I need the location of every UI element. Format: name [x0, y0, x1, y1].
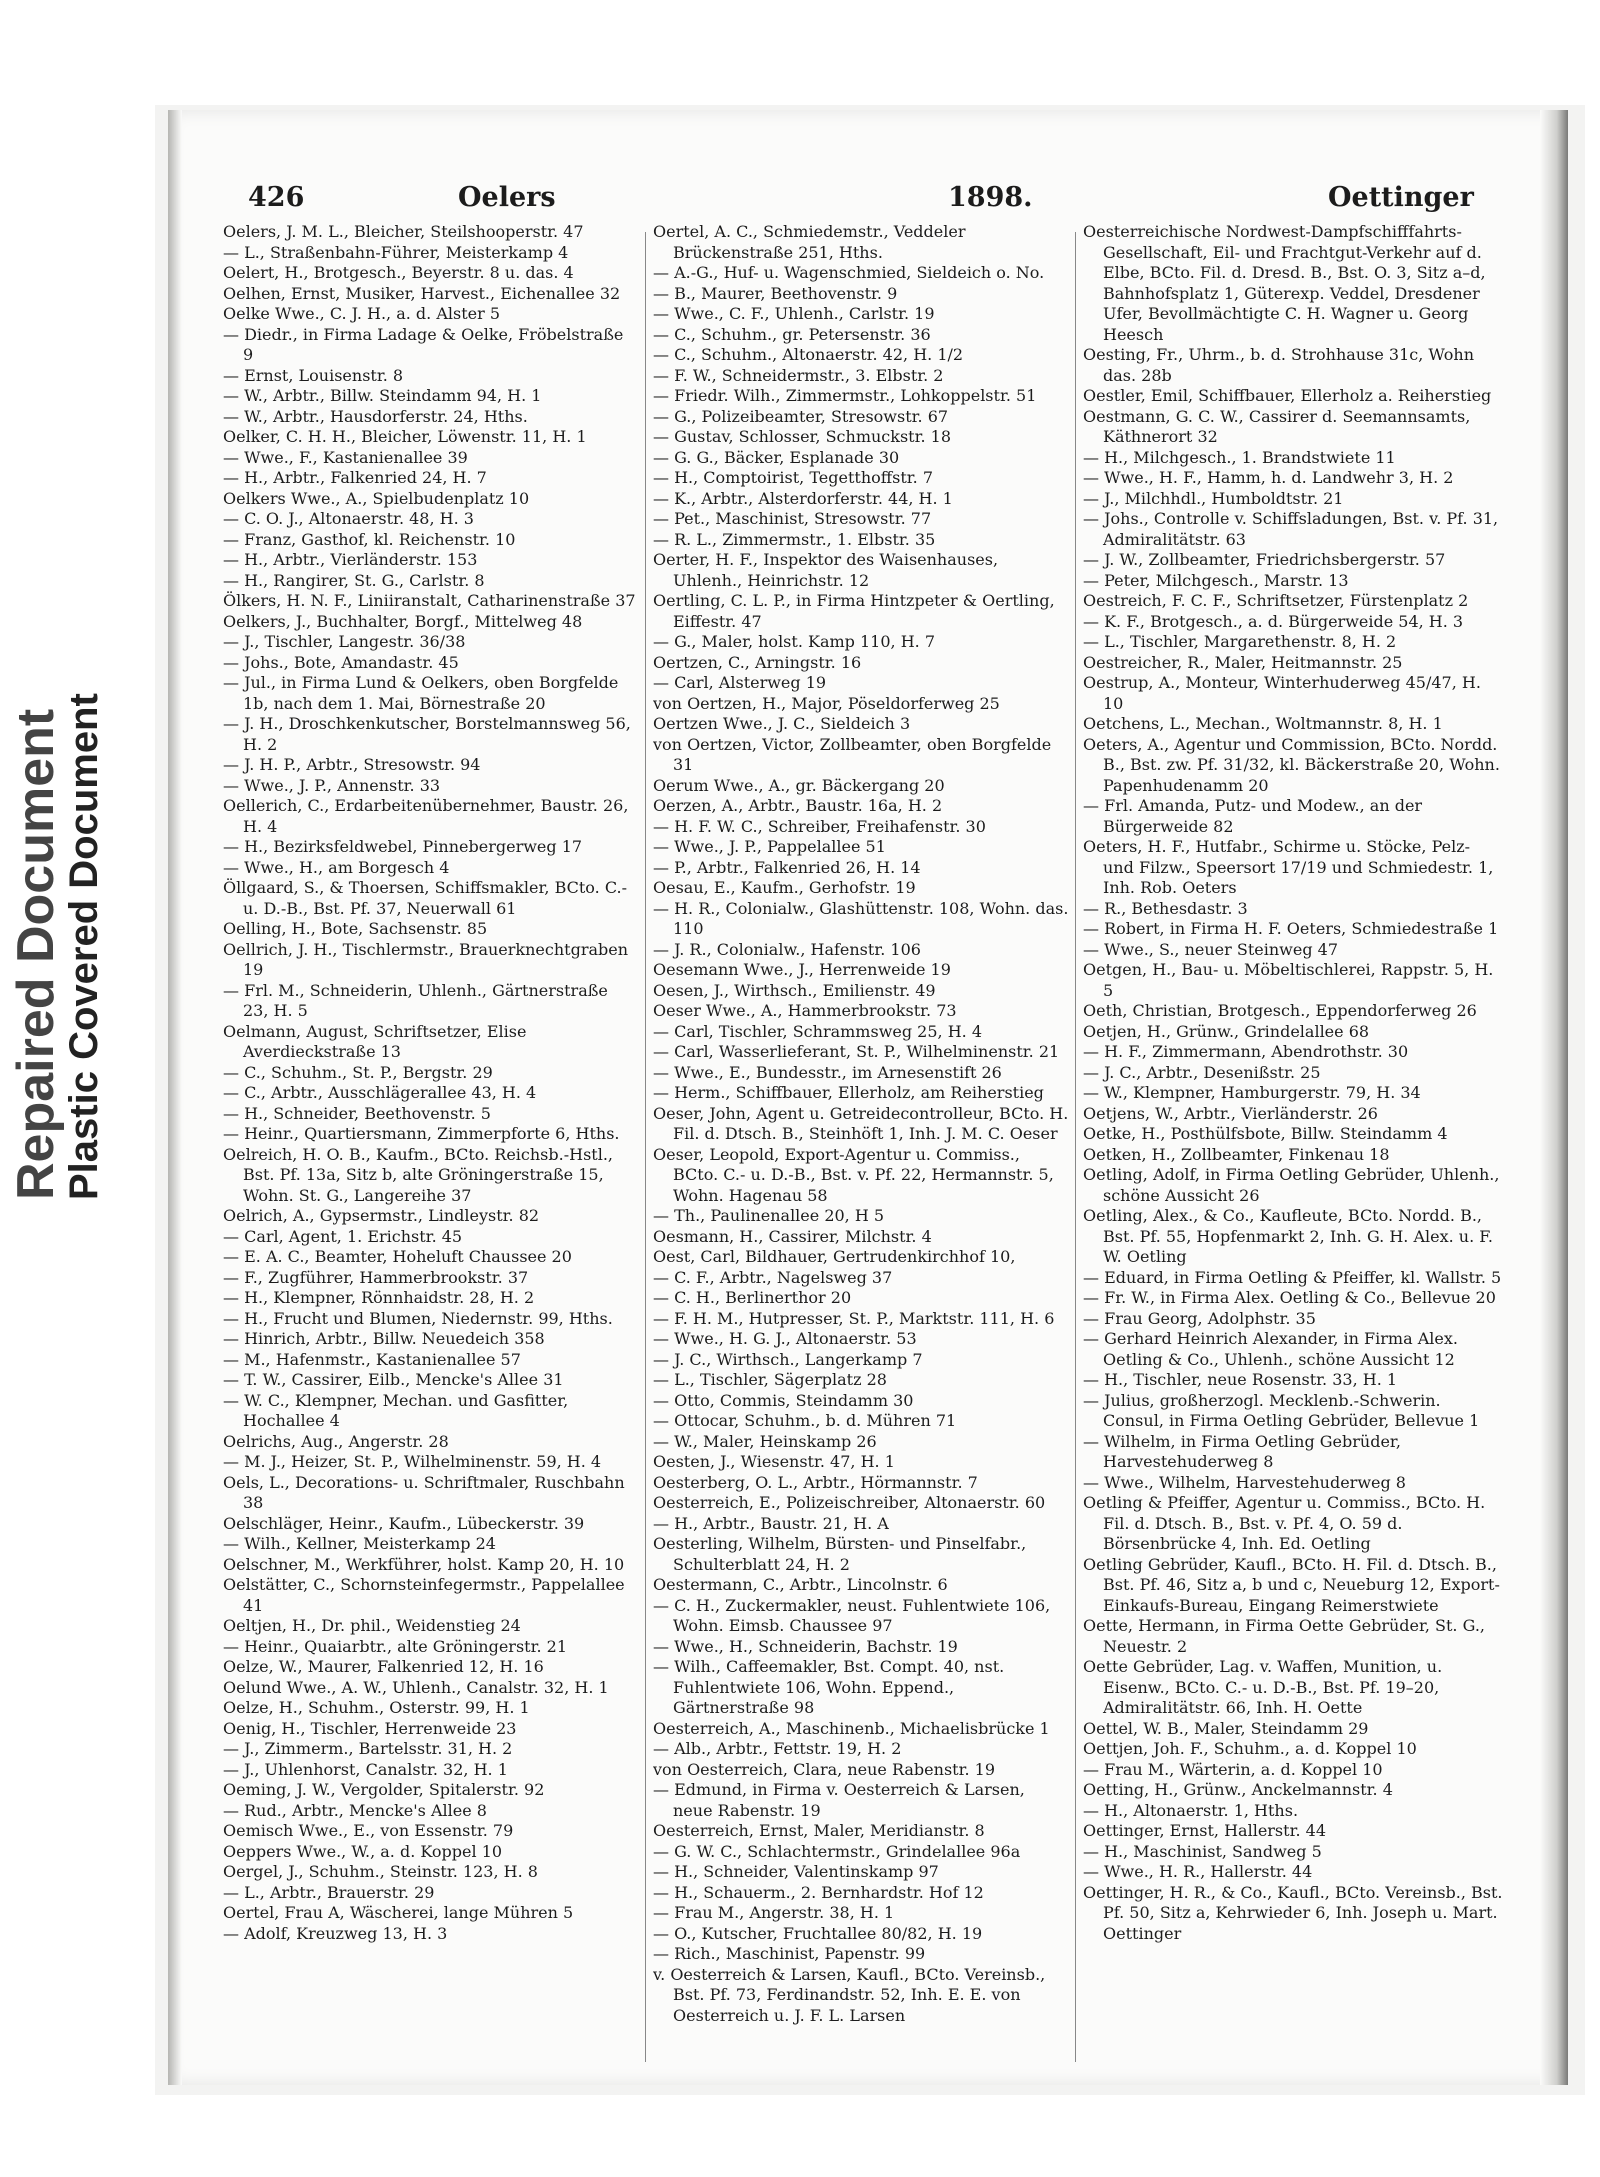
directory-entry: Oeser, John, Agent u. Getreidecontrolleur, BCto. H. Fil. d. Dtsch. B., Steinhöft 1, Inh. J. M. C. Oeser — [653, 1103, 1069, 1143]
directory-entry: Oettjen, Joh. F., Schuhm., a. d. Koppel 10 — [1083, 1739, 1417, 1758]
directory-entry: Oertel, A. C., Schmiedemstr., Veddeler Brückenstraße 251, Hths. — [653, 222, 966, 262]
directory-entry: — Edmund, in Firma v. Oesterreich & Larsen, neue Rabenstr. 19 — [653, 1780, 1025, 1820]
directory-entry: Oelund Wwe., A. W., Uhlenh., Canalstr. 32, H. 1 — [223, 1677, 609, 1697]
directory-entry: — R. L., Zimmermstr., 1. Elbstr. 35 — [653, 529, 936, 549]
directory-entry: — Wwe., J. P., Annenstr. 33 — [223, 775, 441, 795]
directory-entry: — C., Schuhm., Altonaerstr. 42, H. 1/2 — [653, 345, 964, 364]
page-gutter-shadow — [168, 110, 182, 2085]
directory-entry: Oesterberg, O. L., Arbtr., Hörmannstr. 7 — [653, 1472, 978, 1492]
directory-entry: Oelze, W., Maurer, Falkenried 12, H. 16 — [223, 1657, 544, 1676]
directory-entry: Oelert, H., Brotgesch., Beyerstr. 8 u. das. 4 — [223, 263, 574, 282]
directory-entry: — Adolf, Kreuzweg 13, H. 3 — [223, 1923, 448, 1943]
directory-entry: Oetling, Alex., & Co., Kaufleute, BCto. Nordd. B., Bst. Pf. 55, Hopfenmarkt 2, Inh. G. H. Alex. u. F. W. Oetling — [1083, 1206, 1493, 1266]
directory-entry: Oesterreich, E., Polizeischreiber, Altonaerstr. 60 — [653, 1493, 1046, 1512]
directory-entry: Oerter, H. F., Inspektor des Waisenhauses, Uhlenh., Heinrichstr. 12 — [653, 550, 999, 590]
directory-entry: — G., Polizeibeamter, Stresowstr. 67 — [653, 406, 949, 426]
directory-entry: Oetchens, L., Mechan., Woltmannstr. 8, H. 1 — [1083, 714, 1443, 733]
directory-entry: — Eduard, in Firma Oetling & Pfeiffer, kl. Wallstr. 5 — [1083, 1267, 1502, 1287]
directory-entry: Oerum Wwe., A., gr. Bäckergang 20 — [653, 775, 945, 795]
directory-entry: — J. W., Zollbeamter, Friedrichsbergerstr. 57 — [1083, 550, 1446, 569]
directory-entry: Oelstätter, C., Schornsteinfegermstr., Pappelallee 41 — [223, 1575, 625, 1615]
directory-entry: — Frau M., Angerstr. 38, H. 1 — [653, 1903, 895, 1922]
directory-entry: Oemisch Wwe., E., von Essenstr. 79 — [223, 1821, 514, 1840]
directory-entry: — Friedr. Wilh., Zimmermstr., Lohkoppelstr. 51 — [653, 386, 1037, 405]
directory-entry: Oesau, E., Kaufm., Gerhofstr. 19 — [653, 878, 916, 897]
directory-entry: Oeters, H. F., Hutfabr., Schirme u. Stöcke, Pelz- und Filzw., Speersort 17/19 und Schmiedestr. 1, Inh. Rob. Oeters — [1083, 837, 1494, 897]
directory-entry: — Julius, großherzogl. Mecklenb.-Schwerin. Consul, in Firma Oetling Gebrüder, Bellevue 1 — [1083, 1390, 1480, 1430]
directory-entry: — K. F., Brotgesch., a. d. Bürgerweide 54, H. 3 — [1083, 611, 1464, 631]
directory-entry: — Carl, Alsterweg 19 — [653, 673, 827, 692]
directory-entry: Oestler, Emil, Schiffbauer, Ellerholz a. Reiherstieg — [1083, 386, 1492, 405]
directory-entry: Oenig, H., Tischler, Herrenweide 23 — [223, 1718, 517, 1738]
directory-entry: Oettel, W. B., Maler, Steindamm 29 — [1083, 1718, 1369, 1738]
directory-entry: Oertel, Frau A, Wäscherei, lange Mühren 5 — [223, 1903, 574, 1922]
directory-entry: — Wwe., Wilhelm, Harvestehuderweg 8 — [1083, 1472, 1406, 1492]
directory-entry: Ölkers, H. N. F., Liniiranstalt, Catharinenstraße 37 — [223, 591, 636, 610]
directory-entry: — R., Bethesdastr. 3 — [1083, 898, 1248, 918]
directory-entry: — Peter, Milchgesch., Marstr. 13 — [1083, 570, 1349, 590]
directory-entry: Oelreich, H. O. B., Kaufm., BCto. Reichsb.-Hstl., Bst. Pf. 13a, Sitz b, alte Gröningerstraße 15, Wohn. St. G., Langereihe 37 — [223, 1144, 613, 1205]
directory-entry: — H. R., Colonialw., Glashüttenstr. 108, Wohn. das. 110 — [653, 898, 1069, 938]
directory-entry: Oetting, H., Grünw., Anckelmannstr. 4 — [1083, 1780, 1393, 1799]
column-right — [1083, 222, 1503, 2067]
directory-entry: — H., Schauerm., 2. Bernhardstr. Hof 12 — [653, 1882, 984, 1902]
directory-entry: — H. F., Zimmermann, Abendrothstr. 30 — [1083, 1042, 1409, 1061]
directory-entry: Oerzen, A., Arbtr., Baustr. 16a, H. 2 — [653, 796, 943, 815]
directory-entry: Oelling, H., Bote, Sachsenstr. 85 — [223, 919, 488, 938]
directory-entry: — G. G., Bäcker, Esplanade 30 — [653, 447, 900, 467]
directory-entry: — H., Arbtr., Baustr. 21, H. A — [653, 1513, 889, 1533]
directory-entry: — H., Schneider, Valentinskamp 97 — [653, 1862, 939, 1881]
directory-entry: Oelhen, Ernst, Musiker, Harvest., Eichenallee 32 — [223, 283, 621, 303]
directory-entry: — F. W., Schneidermstr., 3. Elbstr. 2 — [653, 365, 944, 385]
directory-entry: — Frl. Amanda, Putz- und Modew., an der Bürgerweide 82 — [1083, 796, 1423, 836]
directory-entry: — Robert, in Firma H. F. Oeters, Schmiedestraße 1 — [1083, 919, 1499, 938]
left-guide-word: Oelers — [458, 182, 556, 213]
directory-entry: — Wwe., H. F., Hamm, h. d. Landwehr 3, H. 2 — [1083, 468, 1454, 487]
directory-entry: — L., Tischler, Margarethenstr. 8, H. 2 — [1083, 632, 1397, 651]
directory-entry: Oeth, Christian, Brotgesch., Eppendorferweg 26 — [1083, 1001, 1477, 1020]
directory-entry: — Heinr., Quaiarbtr., alte Gröningerstr. 21 — [223, 1636, 568, 1656]
directory-entry: Oertzen Wwe., J. C., Sieldeich 3 — [653, 714, 911, 733]
directory-entry: Oeser Wwe., A., Hammerbrookstr. 73 — [653, 1001, 957, 1020]
directory-entry: Oette Gebrüder, Lag. v. Waffen, Munition, u. Eisenw., BCto. C.- u. D.-B., Bst. Pf. 19–20, Admiralitätstr. 66, Inh. H. Oette — [1083, 1657, 1443, 1717]
page-number: 426 — [248, 182, 305, 213]
directory-entry: von Oertzen, H., Major, Pöseldorferweg 25 — [653, 693, 1000, 713]
directory-entry: — Wwe., C. F., Uhlenh., Carlstr. 19 — [653, 304, 935, 323]
directory-entry: — B., Maurer, Beethovenstr. 9 — [653, 283, 898, 303]
directory-entry: — H., Comptoirist, Tegetthoffstr. 7 — [653, 468, 933, 487]
directory-entry: v. Oesterreich & Larsen, Kaufl., BCto. Vereinsb., Bst. Pf. 73, Ferdinandstr. 52, Inh. E. E. von Oesterreich u. J. F. L. Larsen — [653, 1964, 1046, 2025]
directory-entry: — A.-G., Huf- u. Wagenschmied, Sieldeich o. No. — [653, 263, 1045, 282]
directory-entry: Oettinger, H. R., & Co., Kaufl., BCto. Vereinsb., Bst. Pf. 50, Sitz a, Kehrwieder 6, Inh. Joseph u. Mart. Oettinger — [1083, 1882, 1503, 1943]
directory-entry: — Ernst, Louisenstr. 8 — [223, 365, 404, 385]
directory-entry: — L., Tischler, Sägerplatz 28 — [653, 1370, 887, 1389]
directory-entry: Oesterling, Wilhelm, Bürsten- und Pinselfabr., Schulterblatt 24, H. 2 — [653, 1534, 1027, 1574]
directory-entry: Oetken, H., Zollbeamter, Finkenau 18 — [1083, 1144, 1390, 1164]
directory-entry: — W. C., Klempner, Mechan. und Gasfitter, Hochallee 4 — [223, 1390, 569, 1430]
directory-entry: — H., Tischler, neue Rosenstr. 33, H. 1 — [1083, 1370, 1398, 1389]
directory-entry: — Carl, Agent, 1. Erichstr. 45 — [223, 1226, 463, 1246]
directory-entry: — C. O. J., Altonaerstr. 48, H. 3 — [223, 509, 474, 528]
directory-entry: — H., Arbtr., Falkenried 24, H. 7 — [223, 468, 487, 487]
directory-entry: — J. R., Colonialw., Hafenstr. 106 — [653, 939, 921, 959]
directory-entry: Oellrich, J. H., Tischlermstr., Brauerknechtgraben 19 — [223, 939, 629, 979]
column-left — [223, 222, 638, 2067]
directory-entry: Oest, Carl, Bildhauer, Gertrudenkirchhof 10, — [653, 1247, 1016, 1266]
directory-entry: Oestreich, F. C. F., Schriftsetzer, Fürstenplatz 2 — [1083, 591, 1469, 610]
directory-entry: — Alb., Arbtr., Fettstr. 19, H. 2 — [653, 1739, 902, 1758]
directory-entry: Oels, L., Decorations- u. Schriftmaler, Ruschbahn 38 — [223, 1472, 625, 1512]
directory-entry: Oeser, Leopold, Export-Agentur u. Commiss., BCto. C.- u. D.-B., Bst. v. Pf. 22, Hermannstr. 5, Wohn. Hagenau 58 — [653, 1144, 1054, 1205]
directory-entry: — H., Frucht und Blumen, Niedernstr. 99, Hths. — [223, 1308, 613, 1328]
directory-entry: — J. C., Arbtr., Desenißstr. 25 — [1083, 1062, 1321, 1082]
directory-entry: — C. H., Berlinerthor 20 — [653, 1288, 852, 1307]
directory-entry: — C., Schuhm., gr. Petersenstr. 36 — [653, 324, 931, 344]
directory-entry: — Otto, Commis, Steindamm 30 — [653, 1390, 914, 1410]
directory-entry: — H., Bezirksfeldwebel, Pinnebergerweg 17 — [223, 837, 583, 856]
directory-columns — [223, 222, 1553, 2067]
directory-entry: — Wwe., J. P., Pappelallee 51 — [653, 837, 886, 856]
directory-entry: — H., Schneider, Beethovenstr. 5 — [223, 1103, 491, 1123]
directory-entry: — C. F., Arbtr., Nagelsweg 37 — [653, 1267, 893, 1287]
directory-entry: Oesmann, H., Cassirer, Milchstr. 4 — [653, 1226, 932, 1246]
directory-page — [168, 110, 1568, 2085]
directory-entry: Oelmann, August, Schriftsetzer, Elise Averdieckstraße 13 — [223, 1021, 527, 1061]
directory-entry: Oestrup, A., Monteur, Winterhuderweg 45/47, H. 10 — [1083, 673, 1481, 713]
directory-entry: — Hinrich, Arbtr., Billw. Neuedeich 358 — [223, 1329, 545, 1348]
directory-entry: — Gerhard Heinrich Alexander, in Firma Alex. Oetling & Co., Uhlenh., schöne Aussicht 12 — [1083, 1329, 1458, 1369]
directory-entry: Oetling Gebrüder, Kaufl., BCto. H. Fil. d. Dtsch. B., Bst. Pf. 46, Sitz a, b und c, Neueburg 12, Export-Einkaufs-Bureau, Eingang Reimerstwiete — [1083, 1554, 1500, 1615]
directory-entry: — Johs., Bote, Amandastr. 45 — [223, 652, 459, 672]
directory-entry: — Herm., Schiffbauer, Ellerholz, am Reiherstieg — [653, 1083, 1044, 1102]
directory-entry: Oelschläger, Heinr., Kaufm., Lübeckerstr. 39 — [223, 1513, 585, 1533]
directory-entry: Oesemann Wwe., J., Herrenweide 19 — [653, 960, 951, 979]
directory-entry: — T. W., Cassirer, Eilb., Mencke's Allee 31 — [223, 1370, 564, 1389]
directory-entry: — Wilh., Kellner, Meisterkamp 24 — [223, 1534, 496, 1553]
directory-entry: — W., Arbtr., Billw. Steindamm 94, H. 1 — [223, 386, 542, 405]
directory-entry: Oesen, J., Wirthsch., Emilienstr. 49 — [653, 980, 936, 1000]
directory-entry: — F. H. M., Hutpresser, St. P., Marktstr. 111, H. 6 — [653, 1308, 1055, 1328]
directory-entry: — H., Klempner, Rönnhaidstr. 28, H. 2 — [223, 1288, 535, 1307]
column-divider — [1075, 232, 1076, 2062]
directory-entry: — Wwe., S., neuer Steinweg 47 — [1083, 939, 1339, 959]
directory-entry: — Heinr., Quartiersmann, Zimmerpforte 6, Hths. — [223, 1124, 620, 1143]
directory-entry: Oelkers Wwe., A., Spielbudenplatz 10 — [223, 488, 530, 508]
directory-entry: — Rud., Arbtr., Mencke's Allee 8 — [223, 1800, 487, 1820]
directory-entry: — Ottocar, Schuhm., b. d. Mühren 71 — [653, 1411, 957, 1430]
directory-entry: Oetgen, H., Bau- u. Möbeltischlerei, Rappstr. 5, H. 5 — [1083, 960, 1494, 1000]
directory-entry: — Fr. W., in Firma Alex. Oetling & Co., Bellevue 20 — [1083, 1288, 1496, 1307]
directory-entry: Oelschner, M., Werkführer, holst. Kamp 20, H. 10 — [223, 1554, 625, 1574]
directory-entry: Oeppers Wwe., W., a. d. Koppel 10 — [223, 1841, 503, 1861]
directory-entry: — J., Uhlenhorst, Canalstr. 32, H. 1 — [223, 1759, 508, 1779]
directory-entry: — J., Tischler, Langestr. 36/38 — [223, 632, 466, 651]
directory-entry: — G. W. C., Schlachtermstr., Grindelallee 96a — [653, 1841, 1021, 1861]
directory-entry: — Wwe., H. R., Hallerstr. 44 — [1083, 1862, 1313, 1881]
directory-entry: — Wilhelm, in Firma Oetling Gebrüder, Harvestehuderweg 8 — [1083, 1431, 1401, 1471]
directory-entry: Oesten, J., Wiesenstr. 47, H. 1 — [653, 1452, 895, 1471]
directory-entry: — M. J., Heizer, St. P., Wilhelminenstr. 59, H. 4 — [223, 1452, 602, 1471]
directory-entry: Oelker, C. H. H., Bleicher, Löwenstr. 11, H. 1 — [223, 427, 587, 446]
directory-entry: Oesterreichische Nordwest-Dampfschifffahrts-Gesellschaft, Eil- und Frachtgut-Verkehr auf d. Elbe, BCto. Fil. d. Dresd. B., Bst. O. 3, Sitz a–d, Bahnhofsplatz 1, Güterexp. Veddel, Dresdener Ufer, Bevollmächtigte C. H. Wagner u. Georg Heesch — [1083, 222, 1486, 344]
right-guide-word: Oettinger — [1328, 182, 1474, 213]
directory-entry: — Diedr., in Firma Ladage & Oelke, Fröbelstraße 9 — [223, 324, 624, 364]
directory-entry: — Wwe., E., Bundesstr., im Arnesenstift 26 — [653, 1062, 1002, 1082]
directory-entry: — K., Arbtr., Alsterdorferstr. 44, H. 1 — [653, 488, 953, 508]
directory-entry: Oetjens, W., Arbtr., Vierländerstr. 26 — [1083, 1103, 1378, 1123]
directory-entry: — E. A. C., Beamter, Hoheluft Chaussee 20 — [223, 1247, 572, 1266]
directory-entry: — H. F. W. C., Schreiber, Freihafenstr. 30 — [653, 816, 986, 836]
directory-entry: — Carl, Tischler, Schrammsweg 25, H. 4 — [653, 1021, 983, 1041]
directory-entry: — W., Arbtr., Hausdorferstr. 24, Hths. — [223, 406, 528, 426]
directory-entry: — Johs., Controlle v. Schiffsladungen, Bst. v. Pf. 31, Admiralitätstr. 63 — [1083, 509, 1499, 549]
directory-entry: Öllgaard, S., & Thoersen, Schiffsmakler, BCto. C.- u. D.-B., Bst. Pf. 37, Neuerwall 61 — [223, 878, 627, 918]
directory-entry: — G., Maler, holst. Kamp 110, H. 7 — [653, 632, 935, 651]
directory-entry: Oellerich, C., Erdarbeitenübernehmer, Baustr. 26, H. 4 — [223, 796, 629, 836]
directory-entry: — W., Klempner, Hamburgerstr. 79, H. 34 — [1083, 1083, 1421, 1102]
directory-entry: Oelrich, A., Gypsermstr., Lindleystr. 82 — [223, 1206, 540, 1225]
directory-entry: Oetling, Adolf, in Firma Oetling Gebrüder, Uhlenh., schöne Aussicht 26 — [1083, 1165, 1500, 1205]
directory-entry: Oesting, Fr., Uhrm., b. d. Strohhause 31c, Wohn das. 28b — [1083, 345, 1474, 385]
directory-entry: — W., Maler, Heinskamp 26 — [653, 1431, 877, 1451]
directory-entry: — J., Zimmerm., Bartelsstr. 31, H. 2 — [223, 1739, 513, 1758]
repair-stamp — [0, 0, 150, 2177]
directory-entry: Oeming, J. W., Vergolder, Spitalerstr. 92 — [223, 1780, 545, 1799]
directory-entry: — J. H., Droschkenkutscher, Borstelmannsweg 56, H. 2 — [223, 714, 631, 754]
directory-entry: — L., Arbtr., Brauerstr. 29 — [223, 1882, 435, 1902]
stamp-repaired-text: Repaired Document — [7, 708, 65, 1200]
directory-entry: — H., Milchgesch., 1. Brandstwiete 11 — [1083, 447, 1396, 467]
directory-entry: — Frau Georg, Adolphstr. 35 — [1083, 1308, 1316, 1328]
directory-entry: — J. H. P., Arbtr., Stresowstr. 94 — [223, 755, 481, 774]
column-divider — [645, 232, 646, 2062]
directory-entry: von Oertzen, Victor, Zollbeamter, oben Borgfelde 31 — [653, 734, 1052, 774]
directory-entry: — Wwe., H., Schneiderin, Bachstr. 19 — [653, 1636, 958, 1656]
directory-entry: Oeters, A., Agentur und Commission, BCto. Nordd. B., Bst. zw. Pf. 31/32, kl. Bäckerstraße 20, Wohn. Papenhudenamm 20 — [1083, 734, 1500, 795]
directory-entry: Oertling, C. L. P., in Firma Hintzpeter & Oertling, Eiffestr. 47 — [653, 591, 1055, 631]
directory-entry: Oetke, H., Posthülfsbote, Billw. Steindamm 4 — [1083, 1124, 1448, 1143]
directory-entry: — Frl. M., Schneiderin, Uhlenh., Gärtnerstraße 23, H. 5 — [223, 980, 608, 1020]
directory-entry: Oelrichs, Aug., Angerstr. 28 — [223, 1431, 449, 1451]
running-header — [248, 182, 1548, 220]
directory-entry: Oelke Wwe., C. J. H., a. d. Alster 5 — [223, 304, 501, 323]
directory-entry: — Carl, Wasserlieferant, St. P., Wilhelminenstr. 21 — [653, 1042, 1060, 1061]
directory-entry: Oettinger, Ernst, Hallerstr. 44 — [1083, 1821, 1326, 1840]
directory-entry: — Wwe., F., Kastanienallee 39 — [223, 447, 468, 467]
directory-entry: — C. H., Zuckermakler, neust. Fuhlentwiete 106, Wohn. Eimsb. Chaussee 97 — [653, 1595, 1051, 1635]
directory-entry: — Wwe., H., am Borgesch 4 — [223, 857, 450, 877]
directory-entry: — J., Milchhdl., Humboldtstr. 21 — [1083, 488, 1344, 508]
directory-entry: — O., Kutscher, Fruchtallee 80/82, H. 19 — [653, 1923, 983, 1943]
directory-entry: — Wilh., Caffeemakler, Bst. Compt. 40, nst. Fuhlentwiete 106, Wohn. Eppend., Gärtnerstraße 98 — [653, 1657, 1005, 1717]
directory-entry: — H., Rangirer, St. G., Carlstr. 8 — [223, 570, 485, 590]
directory-entry: — M., Hafenmstr., Kastanienallee 57 — [223, 1349, 521, 1369]
directory-entry: — C., Schuhm., St. P., Bergstr. 29 — [223, 1062, 493, 1082]
stamp-plastic-covered-text: Plastic Covered Document — [62, 693, 106, 1200]
directory-entry: Oesterreich, A., Maschinenb., Michaelisbrücke 1 — [653, 1718, 1050, 1738]
directory-entry: — Rich., Maschinist, Papenstr. 99 — [653, 1944, 926, 1963]
directory-entry: Oetling & Pfeiffer, Agentur u. Commiss., BCto. H. Fil. d. Dtsch. B., Bst. v. Pf. 4, O. 59 d. Börsenbrücke 4, Inh. Ed. Oetling — [1083, 1493, 1486, 1553]
directory-entry: Oelers, J. M. L., Bleicher, Steilshooperstr. 47 — [223, 222, 584, 241]
directory-entry: Oelze, H., Schuhm., Osterstr. 99, H. 1 — [223, 1698, 530, 1717]
directory-entry: — Wwe., H. G. J., Altonaerstr. 53 — [653, 1329, 917, 1348]
directory-entry: — Pet., Maschinist, Stresowstr. 77 — [653, 509, 932, 528]
directory-entry: — F., Zugführer, Hammerbrookstr. 37 — [223, 1267, 529, 1287]
directory-entry: — L., Straßenbahn-Führer, Meisterkamp 4 — [223, 242, 569, 262]
directory-entry: Oeltjen, H., Dr. phil., Weidenstieg 24 — [223, 1616, 521, 1635]
directory-entry: — Th., Paulinenallee 20, H 5 — [653, 1206, 885, 1225]
directory-entry: — C., Arbtr., Ausschlägerallee 43, H. 4 — [223, 1083, 537, 1102]
directory-entry: — H., Arbtr., Vierländerstr. 153 — [223, 550, 478, 569]
directory-entry: — J. C., Wirthsch., Langerkamp 7 — [653, 1349, 923, 1369]
directory-entry: Oetjen, H., Grünw., Grindelallee 68 — [1083, 1021, 1370, 1041]
directory-entry: Oestreicher, R., Maler, Heitmannstr. 25 — [1083, 652, 1403, 672]
column-middle — [653, 222, 1069, 2067]
directory-entry: — Gustav, Schlosser, Schmuckstr. 18 — [653, 427, 952, 446]
directory-entry: — Frau M., Wärterin, a. d. Koppel 10 — [1083, 1759, 1383, 1779]
directory-entry: — H., Altonaerstr. 1, Hths. — [1083, 1800, 1299, 1820]
directory-entry: — P., Arbtr., Falkenried 26, H. 14 — [653, 857, 921, 877]
directory-entry: Oertzen, C., Arningstr. 16 — [653, 652, 862, 672]
directory-entry: von Oesterreich, Clara, neue Rabenstr. 19 — [653, 1759, 995, 1779]
directory-entry: — H., Maschinist, Sandweg 5 — [1083, 1841, 1322, 1861]
directory-entry: Oesterreich, Ernst, Maler, Meridianstr. 8 — [653, 1821, 985, 1840]
directory-entry: — Franz, Gasthof, kl. Reichenstr. 10 — [223, 529, 516, 549]
directory-entry: Oelkers, J., Buchhalter, Borgf., Mittelweg 48 — [223, 611, 583, 631]
year-heading: 1898. — [948, 182, 1033, 213]
directory-entry: Oestermann, C., Arbtr., Lincolnstr. 6 — [653, 1575, 948, 1594]
directory-entry: Oette, Hermann, in Firma Oette Gebrüder, St. G., Neuestr. 2 — [1083, 1616, 1485, 1656]
directory-entry: Oestmann, G. C. W., Cassirer d. Seemannsamts, Käthnerort 32 — [1083, 406, 1471, 446]
directory-entry: — Jul., in Firma Lund & Oelkers, oben Borgfelde 1b, nach dem 1. Mai, Börnestraße 20 — [223, 673, 619, 713]
directory-entry: Oergel, J., Schuhm., Steinstr. 123, H. 8 — [223, 1862, 538, 1881]
